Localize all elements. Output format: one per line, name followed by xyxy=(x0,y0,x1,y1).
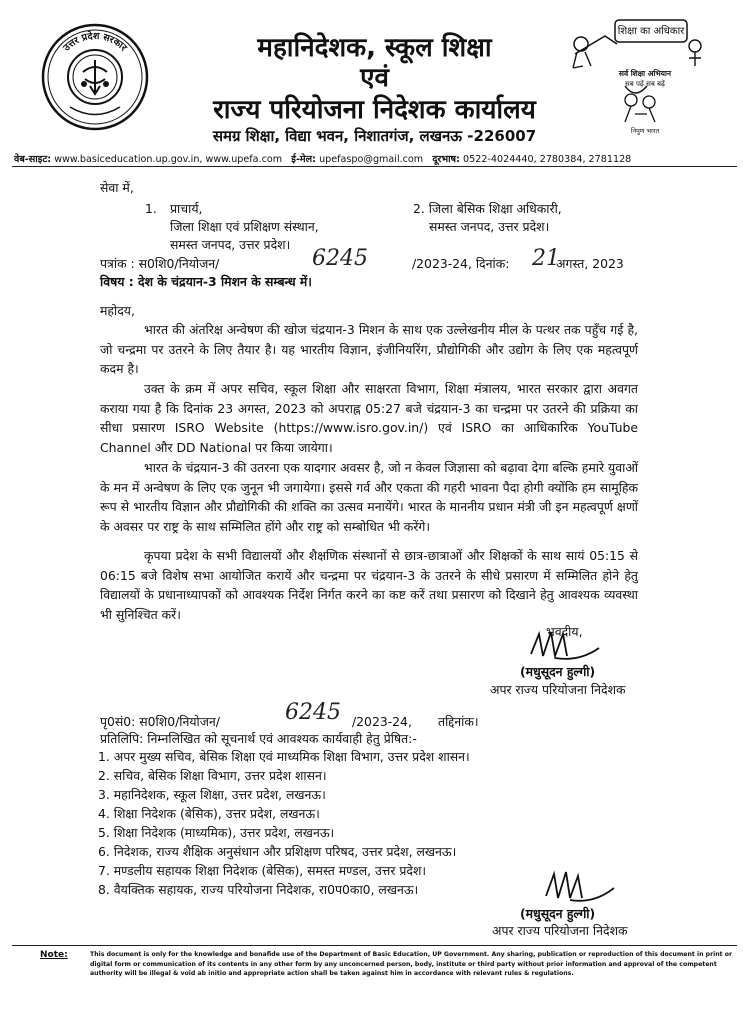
endorsement-suffix: /2023-24, xyxy=(352,714,412,729)
rte-caption: शिक्षा का अधिकार xyxy=(617,26,685,37)
rte-logo xyxy=(555,14,715,142)
ssa-slogan: सब पढ़ें सब बढ़ें xyxy=(625,80,665,88)
signatory-2-name: (मधुसूदन हुल्गी) xyxy=(520,906,596,921)
header-address: समग्र शिक्षा, विद्या भवन, निशातगंज, लखनऊ -226007 xyxy=(212,127,537,145)
recipient1-number: 1. xyxy=(145,201,157,216)
signatory-2-designation: अपर राज्य परियोजना निदेशक xyxy=(492,923,628,938)
website-label: वेब-साइट: xyxy=(14,154,52,165)
endorsement-intro: प्रतिलिपि: निम्नलिखित को सूचनार्थ एवं आवश्यक कार्यवाही हेतु प्रेषित:- xyxy=(100,731,417,746)
ref-prefix: पत्रांक : स0शि0/नियोजन/ xyxy=(100,256,220,271)
ref-month-year: अगस्त, 2023 xyxy=(556,256,624,271)
note-label: Note: xyxy=(40,950,68,960)
signature-1-image xyxy=(525,626,605,666)
recipient2-line1: 2. जिला बेसिक शिक्षा अधिकारी, xyxy=(413,201,562,216)
cc-list-item: 8. वैयक्तिक सहायक, राज्य परियोजना निदेशक, रा0प0का0, लखनऊ। xyxy=(98,882,419,897)
website-value: www.basiceducation.up.gov.in, www.upefa.com xyxy=(54,154,283,165)
ref-suffix: /2023-24, दिनांक: xyxy=(412,256,510,271)
endorsement-number-handwritten: 6245 xyxy=(285,700,341,725)
cc-list-item: 1. अपर मुख्य सचिव, बेसिक शिक्षा एवं माध्यमिक शिक्षा विभाग, उत्तर प्रदेश शासन। xyxy=(98,749,470,764)
phone-label: दूरभाष: xyxy=(432,154,460,165)
recipient1-line2: जिला शिक्षा एवं प्रशिक्षण संस्थान, xyxy=(170,219,319,234)
body-paragraph-4: कृपया प्रदेश के सभी विद्यालयों और शैक्षणिक संस्थानों से छात्र-छात्राओं और शिक्षकों के साथ सायं 05:15 से 06:15 बजे विशेष सभा आयोजित करायें और चन्द्रमा पर चंद्रयान-3 के उतरने के सीधे प्रसारण में सम्मिलित होने हेतु विद्यालयों के प्रधानाध्यापकों को आवश्यक निर्देश निर्गत करने का कष्ट करें तथा प्रसारण को दिखाने हेतु आवश्यक व्यवस्था भी सुनिश्चित करें। xyxy=(100,548,638,622)
recipient2-line2: समस्त जनपद, उत्तर प्रदेश। xyxy=(429,219,550,234)
cc-list-item: 7. मण्डलीय सहायक शिक्षा निदेशक (बेसिक), समस्त मण्डल, उत्तर प्रदेश। xyxy=(98,863,427,878)
ref-number-handwritten: 6245 xyxy=(312,246,368,271)
header-title-line1: महानिदेशक, स्कूल शिक्षा xyxy=(257,33,492,63)
cc-list-item: 5. शिक्षा निदेशक (माध्यमिक), उत्तर प्रदेश, लखनऊ। xyxy=(98,825,335,840)
closing: भवदीय, xyxy=(546,624,583,639)
body-paragraph-2: उक्त के क्रम में अपर सचिव, स्कूल शिक्षा और साक्षरता विभाग, शिक्षा मंत्रालय, भारत सरकार द्वारा अवगत कराया गया है कि दिनांक 23 अगस्त, 2023 को अपराह्न 05:27 बजे चंद्रयान-3 का चन्द्रमा पर उतरने की प्रक्रिया का सीधा प्रसारण ISRO Website (https://www.isro.gov.in/) एवं ISRO का आधिकारिक YouTube Channel और DD National पर किया जायेगा। xyxy=(100,381,638,455)
signatory-1-designation: अपर राज्य परियोजना निदेशक xyxy=(490,682,626,697)
cc-list-item: 4. शिक्षा निदेशक (बेसिक), उत्तर प्रदेश, लखनऊ। xyxy=(98,806,320,821)
endorsement-date: तद्दिनांक। xyxy=(438,714,479,729)
seal-text: उत्तर प्रदेश सरकार xyxy=(61,30,129,54)
header-title-line2: एवं xyxy=(360,63,389,93)
nipun-caption: निपुण भारत xyxy=(630,127,660,135)
footer-rule xyxy=(12,945,737,946)
ref-day-handwritten: 21 xyxy=(532,246,560,271)
subject-line: विषय : देश के चंद्रयान-3 मिशन के सम्बन्ध में। xyxy=(100,274,312,289)
note-text: This document is only for the knowledge and bonafide use of the Department of Basic Education, UP Government. Any sharing, publication or reproduction of this document in print or digital form or communication of its contents in any other form by any unconcerned person, body, institute or third party without prior information and approval of the competent authority will be illegal & void ab initio and appropriate action shall be taken against him in accordance with relevant rules & regulations. xyxy=(90,951,733,977)
signature-2-image xyxy=(540,866,620,908)
email-value: upefaspo@gmail.com xyxy=(319,154,424,165)
header-rule xyxy=(12,166,737,167)
recipient1-line1: प्राचार्य, xyxy=(170,201,203,216)
signatory-1-name: (मधुसूदन हुल्गी) xyxy=(520,664,596,679)
header-title-line3: राज्य परियोजना निदेशक कार्यालय xyxy=(213,95,536,125)
endorsement-prefix: पृ0सं0: स0शि0/नियोजन/ xyxy=(100,714,220,729)
contact-line xyxy=(14,152,734,165)
salutation-to: सेवा में, xyxy=(100,180,134,195)
email-label: ई-मेल: xyxy=(291,154,317,165)
body-paragraph-1: भारत की अंतरिक्ष अन्वेषण की खोज चंद्रयान-3 मिशन के साथ एक उल्लेखनीय मील के पत्थर तक पहुँच गई है, जो चन्द्रमा पर उतरने के लिए तैयार है। यह भारतीय विज्ञान, इंजीनियरिंग, प्रौद्योगिकी और उद्योग के लिए एक महत्वपूर्ण कदम है। xyxy=(100,322,638,376)
recipient1-line3: समस्त जनपद, उत्तर प्रदेश। xyxy=(170,237,291,252)
cc-list-item: 6. निदेशक, राज्य शैक्षिक अनुसंधान और प्रशिक्षण परिषद, उत्तर प्रदेश, लखनऊ। xyxy=(98,844,457,859)
body-paragraph-3: भारत के चंद्रयान-3 की उतरना एक यादगार अवसर है, जो न केवल जिज्ञासा को बढ़ावा देगा बल्कि हमारे युवाओं के मन में अन्वेषण के लिए एक जुनून भी जगायेगा। इससे गर्व और एकता की गहरी भावना पैदा होगी क्योंकि हम सामूहिक रूप से भारतीय विज्ञान और प्रौद्योगिकी की शक्ति का उत्सव मनायेंगे। भारत के माननीय प्रधान मंत्री जी इन महत्वपूर्ण क्षणों के अवसर पर राष्ट्र के साथ सम्मिलित होंगे और राष्ट्र को सम्बोधित भी करेंगे। xyxy=(100,460,638,534)
greeting: महोदय, xyxy=(100,303,135,318)
phone-value: 0522-4024440, 2780384, 2781128 xyxy=(463,154,632,165)
cc-list-item: 2. सचिव, बेसिक शिक्षा विभाग, उत्तर प्रदेश शासन। xyxy=(98,768,327,783)
ssa-caption: सर्व शिक्षा अभियान xyxy=(618,69,672,78)
cc-list-item: 3. महानिदेशक, स्कूल शिक्षा, उत्तर प्रदेश, लखनऊ। xyxy=(98,787,326,802)
